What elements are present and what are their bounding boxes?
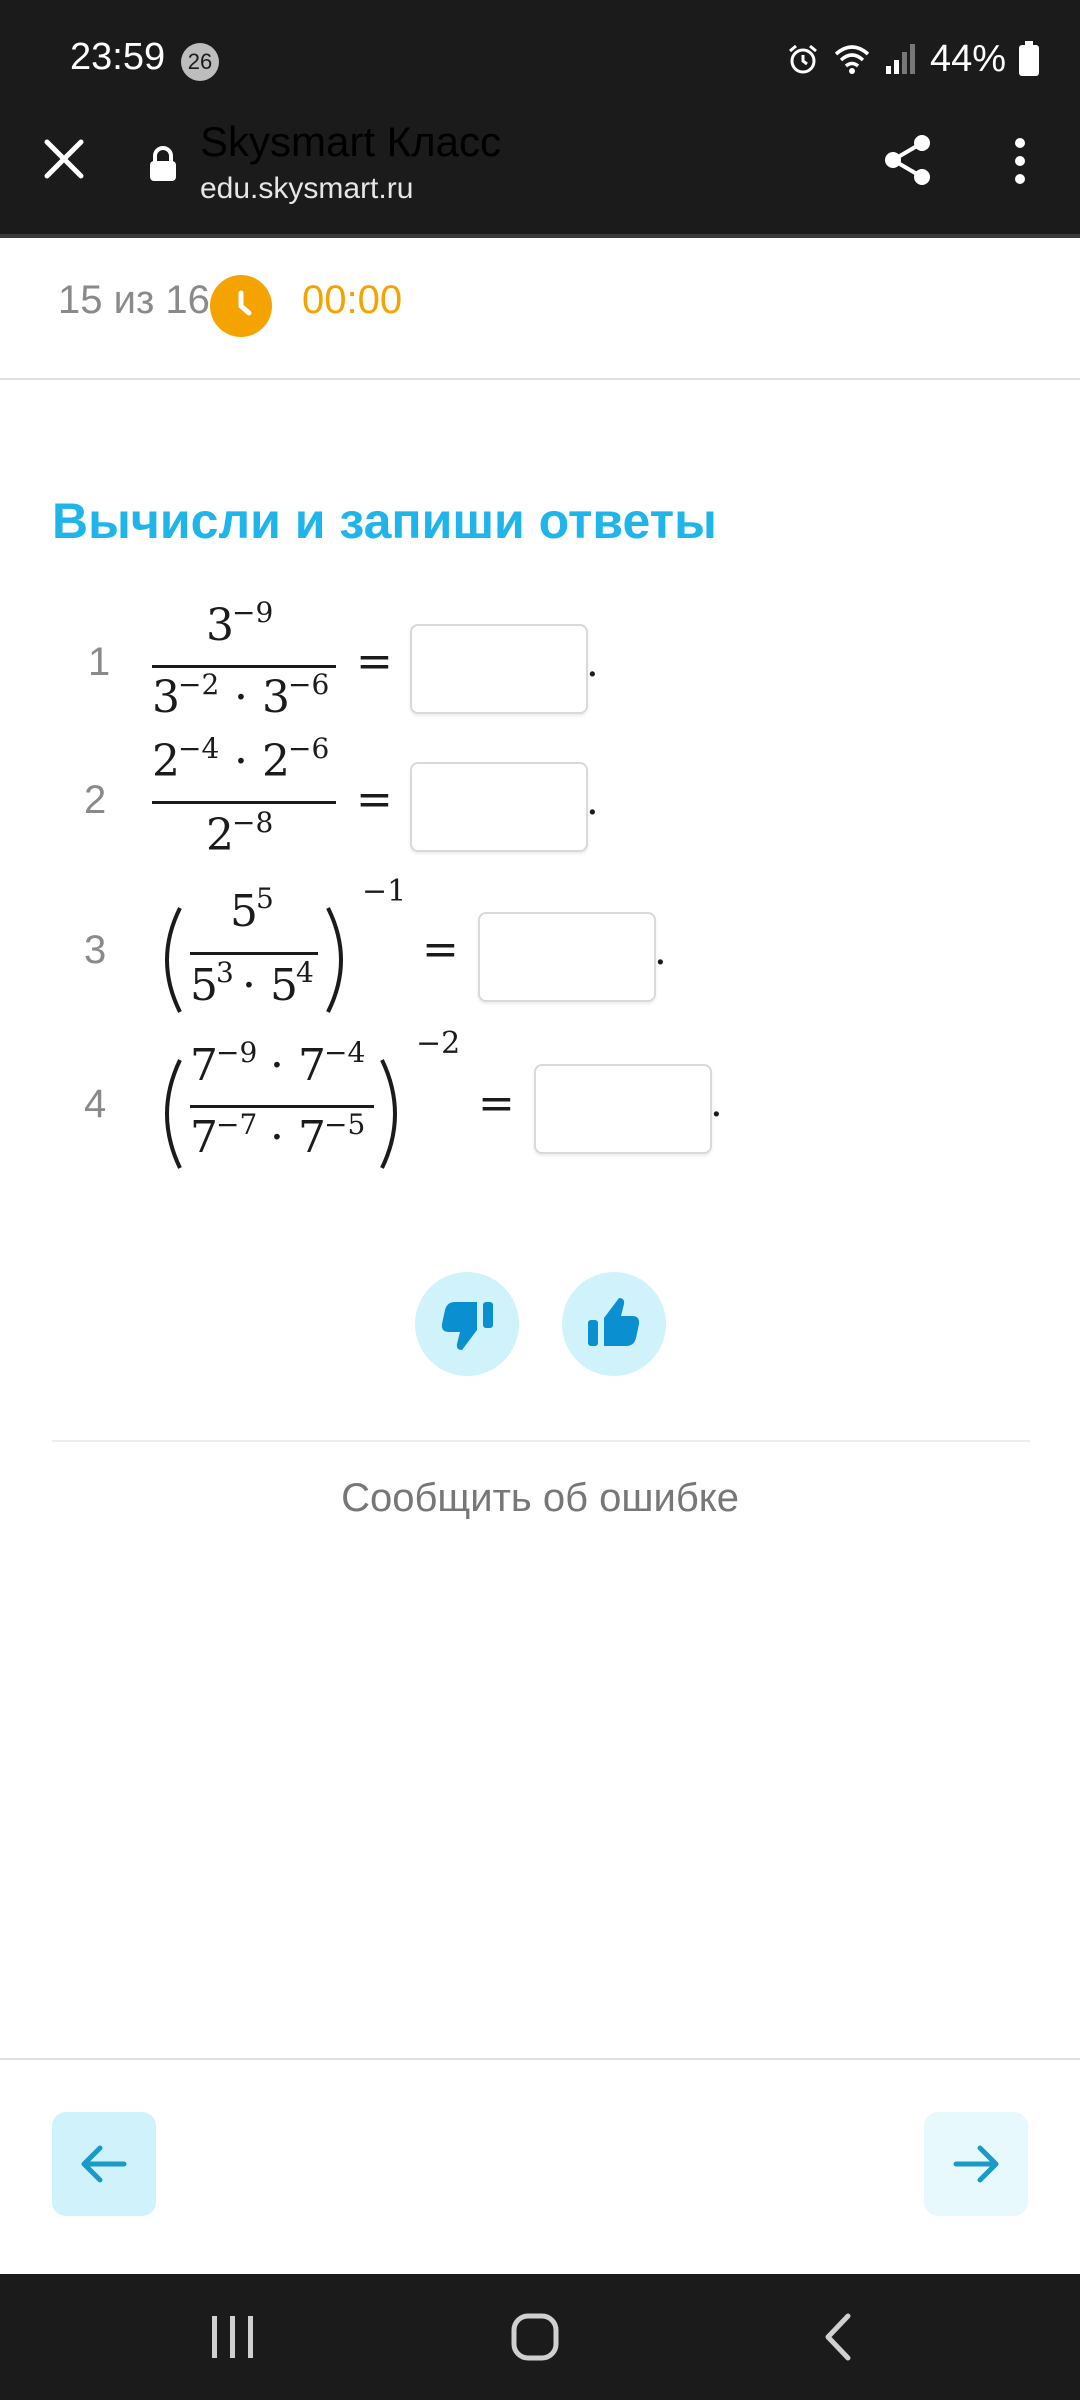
fraction-bar [152, 801, 336, 804]
right-paren [324, 904, 358, 1016]
denominator-base-2: 3 [262, 672, 290, 723]
numerator-base: 5 [230, 886, 258, 937]
numerator-exponent-1: −4 [178, 732, 220, 765]
exercise-number: 4 [84, 1082, 107, 1126]
more-vert-icon[interactable] [1010, 135, 1030, 187]
numerator-exponent: 5 [256, 882, 274, 915]
period: . [710, 1080, 723, 1126]
home-icon[interactable] [510, 2312, 560, 2362]
recent-apps-icon[interactable] [208, 2314, 258, 2360]
numerator-exponent-2: −4 [324, 1036, 366, 1069]
denominator-base-2: 5 [270, 960, 298, 1011]
denominator-exponent-1: −2 [178, 668, 220, 701]
dislike-button[interactable] [415, 1272, 519, 1376]
denominator-exponent-1: −7 [216, 1108, 258, 1141]
numerator-base-1: 2 [152, 736, 180, 787]
prev-button[interactable] [52, 2112, 156, 2216]
report-error-link[interactable]: Сообщить об ошибке [341, 1476, 739, 1520]
numerator-base-1: 7 [190, 1040, 218, 1091]
multiply-dot: · [270, 1112, 284, 1163]
answer-input-4[interactable] [534, 1064, 712, 1154]
equals-sign: = [478, 1078, 515, 1129]
denominator-exponent: −8 [232, 806, 274, 839]
answer-input-2[interactable] [410, 762, 588, 852]
answer-input-1[interactable] [410, 624, 588, 714]
multiply-dot: · [234, 736, 248, 787]
question-counter: 15 из 16 [58, 278, 210, 322]
exercise-number: 2 [84, 778, 107, 822]
outer-exponent: −2 [416, 1026, 461, 1061]
thumbs-up-icon [562, 1272, 666, 1376]
system-navigation-bar [0, 2274, 1080, 2400]
arrow-left-icon [52, 2112, 156, 2216]
period: . [654, 928, 667, 974]
battery-percent: 44% [929, 37, 1006, 80]
denominator-exponent-2: 4 [296, 956, 314, 989]
denominator-base-1: 7 [190, 1112, 218, 1163]
numerator-base-2: 2 [262, 736, 290, 787]
clock-icon [210, 275, 272, 337]
left-paren [150, 1056, 184, 1172]
next-button[interactable] [924, 2112, 1028, 2216]
page-title: Skysmart Класс [200, 118, 502, 165]
close-icon[interactable] [38, 133, 90, 185]
numerator-base-2: 7 [298, 1040, 326, 1091]
numerator-exponent: −9 [232, 596, 274, 629]
fraction-bar [190, 952, 318, 955]
denominator-exponent-2: −6 [288, 668, 330, 701]
timer: 00:00 [302, 278, 403, 322]
divider [52, 1440, 1030, 1442]
exercise-number: 1 [88, 640, 111, 684]
denominator-base-2: 7 [298, 1112, 326, 1163]
wifi-icon [832, 42, 872, 76]
equals-sign: = [356, 774, 393, 825]
multiply-dot: · [270, 1040, 284, 1091]
bottom-divider [0, 2058, 1080, 2060]
numerator-exponent-1: −9 [216, 1036, 258, 1069]
answer-input-3[interactable] [478, 912, 656, 1002]
right-paren [378, 1056, 412, 1172]
like-button[interactable] [562, 1272, 666, 1376]
alarm-icon [786, 42, 820, 76]
outer-exponent: −1 [362, 874, 407, 909]
denominator-exponent-1: 3 [216, 956, 234, 989]
lock-icon [147, 146, 179, 182]
multiply-dot: · [242, 960, 256, 1011]
period: . [586, 778, 599, 824]
left-paren [150, 904, 184, 1016]
task-title: Вычисли и запиши ответы [52, 493, 717, 549]
status-bar [0, 0, 1080, 120]
denominator-base-1: 3 [152, 672, 180, 723]
signal-icon [884, 42, 918, 76]
numerator-base: 3 [206, 600, 234, 651]
multiply-dot: · [234, 672, 248, 723]
denominator-exponent-2: −5 [324, 1108, 366, 1141]
page-url[interactable]: edu.skysmart.ru [200, 172, 414, 205]
status-icons [786, 34, 1040, 84]
equals-sign: = [422, 924, 459, 975]
back-icon[interactable] [818, 2312, 858, 2362]
share-icon[interactable] [880, 132, 936, 188]
denominator-base: 2 [206, 810, 234, 861]
exercise-number: 3 [84, 928, 107, 972]
equals-sign: = [356, 636, 393, 687]
battery-icon [1018, 41, 1040, 77]
arrow-right-icon [924, 2112, 1028, 2216]
notification-badge: 26 [181, 43, 219, 81]
denominator-base-1: 5 [190, 960, 218, 1011]
numerator-exponent-2: −6 [288, 732, 330, 765]
status-time: 23:59 [70, 36, 166, 78]
thumbs-down-icon [415, 1272, 519, 1376]
period: . [586, 640, 599, 686]
